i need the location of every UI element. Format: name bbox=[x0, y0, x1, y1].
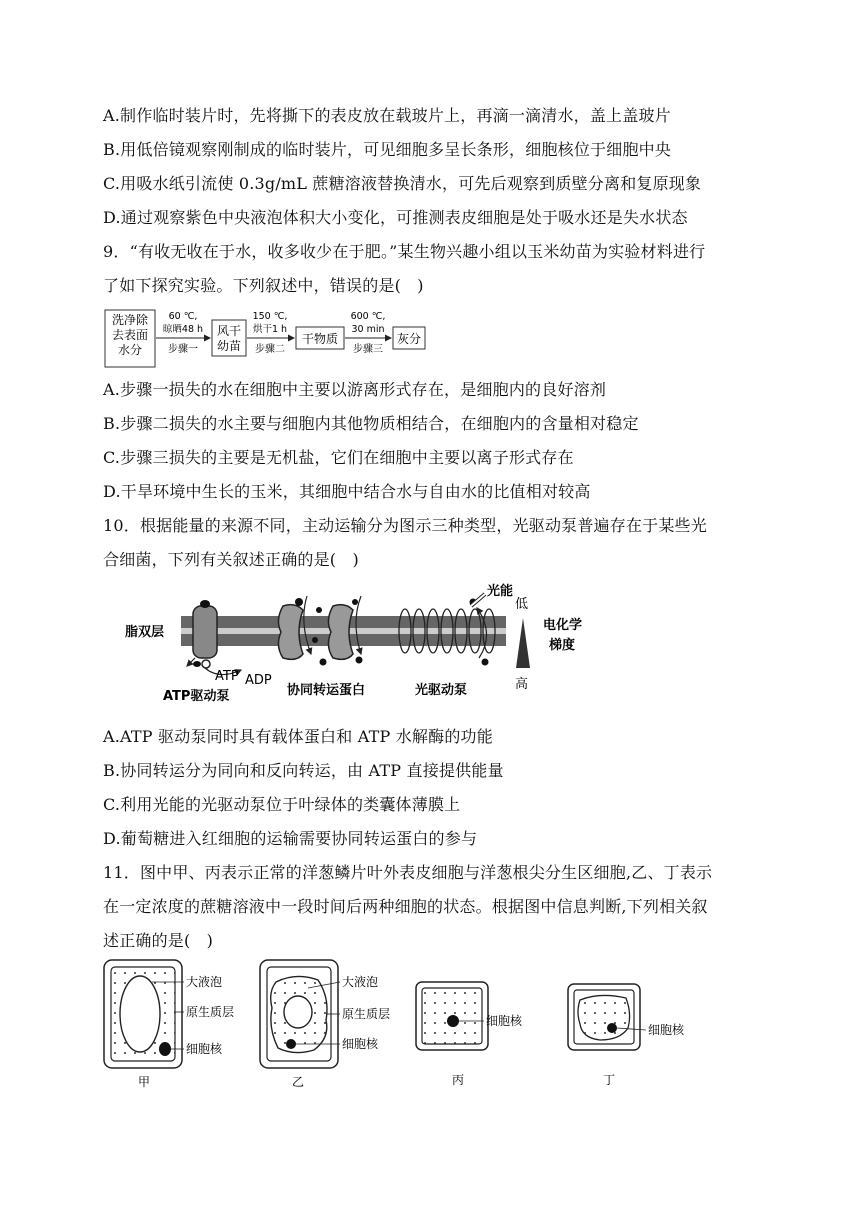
bing-nucleus-label: 细胞核 bbox=[486, 1014, 523, 1028]
atp-label: ATP bbox=[215, 669, 239, 684]
co-solute-3 bbox=[312, 637, 318, 643]
yi-vacuole bbox=[284, 996, 312, 1028]
q11-cell-figure bbox=[100, 958, 706, 1090]
flow-box3-label: 干物质 bbox=[301, 332, 339, 346]
jia-vacuole-label: 大液泡 bbox=[186, 975, 223, 989]
flow-step3-cond1: 600 ℃, bbox=[350, 311, 386, 322]
cell-bing bbox=[416, 982, 523, 1087]
bing-caption: 丙 bbox=[452, 1073, 465, 1087]
jia-nucleus bbox=[159, 1042, 171, 1056]
q9-option-a: A.步骤一损失的水在细胞中主要以游离形式存在，是细胞内的良好溶剂 bbox=[103, 380, 607, 399]
flow-box2-line1: 风干 bbox=[216, 324, 242, 338]
atp-pump-site bbox=[202, 660, 210, 668]
cell-ding bbox=[568, 984, 685, 1087]
light-energy-label: 光能 bbox=[487, 584, 514, 599]
flow-step2-cond2: 烘干1 h bbox=[252, 324, 288, 335]
flow-step2-cond1: 150 ℃, bbox=[252, 311, 288, 322]
light-pump-solute-bottom bbox=[482, 659, 489, 666]
yi-nucleus bbox=[286, 1039, 296, 1049]
flow-step3-cond2: 30 min bbox=[351, 324, 385, 335]
atp-pump-solute-bottom bbox=[193, 661, 201, 667]
q10-transport-figure bbox=[123, 582, 610, 707]
flow-box1-line2: 去表面 bbox=[111, 328, 149, 342]
flow-box2-line2: 幼苗 bbox=[216, 339, 242, 353]
yi-nucleus-label: 细胞核 bbox=[342, 1037, 379, 1051]
q8-option-d: D.通过观察紫色中央液泡体积大小变化，可推测表皮细胞是处于吸水还是失水状态 bbox=[103, 208, 688, 227]
q8-option-c: C.用吸水纸引流使 0.3g/mL 蔗糖溶液替换清水，可先后观察到质壁分离和复原现象 bbox=[103, 174, 702, 193]
q10-option-c: C.利用光能的光驱动泵位于叶绿体的类囊体薄膜上 bbox=[103, 795, 461, 814]
flow-box4-label: 灰分 bbox=[396, 332, 422, 346]
co-solute-6 bbox=[356, 657, 363, 664]
gradient-high-label: 高 bbox=[515, 677, 529, 692]
q11-stem-line3: 述正确的是( ) bbox=[103, 931, 214, 950]
atp-pump-label: ATP驱动泵 bbox=[163, 689, 230, 704]
jia-vacuole bbox=[120, 976, 160, 1052]
atp-pump-protein bbox=[193, 606, 217, 658]
q9-option-b: B.步骤二损失的水主要与细胞内其他物质相结合，在细胞内的含量相对稳定 bbox=[103, 414, 639, 433]
flow-step1-label: 步骤一 bbox=[168, 344, 198, 355]
ding-nucleus-label: 细胞核 bbox=[648, 1023, 685, 1037]
jia-nucleus-label: 细胞核 bbox=[186, 1042, 223, 1056]
flow-step3-label: 步骤三 bbox=[353, 344, 383, 355]
flow-step1-cond2: 晾晒48 h bbox=[162, 324, 204, 335]
co-solute-2 bbox=[316, 607, 322, 613]
yi-vacuole-label: 大液泡 bbox=[342, 975, 379, 989]
cotransporter-left bbox=[278, 605, 303, 660]
gradient-label-line1: 电化学 bbox=[543, 618, 583, 633]
cotransporter-right bbox=[328, 605, 353, 660]
co-solute-4 bbox=[352, 599, 358, 605]
gradient-label-line2: 梯度 bbox=[549, 638, 576, 653]
q10-transport-svg bbox=[123, 582, 610, 707]
q11-stem-line1: 11．图中甲、丙表示正常的洋葱鳞片叶外表皮细胞与洋葱根尖分生区细胞,乙、丁表示 bbox=[103, 863, 713, 882]
flow-step1-cond1: 60 ℃, bbox=[168, 311, 198, 322]
q8-option-a: A.制作临时装片时，先将撕下的表皮放在载玻片上，再滴一滴清水，盖上盖玻片 bbox=[103, 106, 671, 125]
q9-flowchart bbox=[103, 307, 433, 369]
q10-option-b: B.协同转运分为同向和反向转运，由 ATP 直接提供能量 bbox=[103, 761, 504, 780]
q9-stem-line2: 了如下探究实验。下列叙述中，错误的是( ) bbox=[103, 276, 424, 295]
q9-option-d: D.干旱环境中生长的玉米，其细胞中结合水与自由水的比值相对较高 bbox=[103, 482, 591, 501]
q8-option-b: B.用低倍镜观察刚制成的临时装片，可见细胞多呈长条形，细胞核位于细胞中央 bbox=[103, 140, 672, 159]
cell-yi bbox=[260, 960, 390, 1089]
q10-stem-line1: 10．根据能量的来源不同，主动运输分为图示三种类型，光驱动泵普遍存在于某些光 bbox=[103, 516, 707, 535]
atp-pump-solute-top bbox=[200, 600, 210, 608]
q9-flowchart-svg bbox=[103, 307, 433, 369]
bilayer-label: 脂双层 bbox=[125, 625, 165, 640]
adp-label: ADP bbox=[245, 673, 272, 688]
ding-protoplast bbox=[578, 995, 630, 1040]
jia-protoplast-label: 原生质层 bbox=[186, 1005, 235, 1019]
jia-caption: 甲 bbox=[138, 1075, 151, 1089]
light-pump-label: 光驱动泵 bbox=[415, 683, 468, 698]
yi-protoplast-label: 原生质层 bbox=[342, 1007, 391, 1021]
co-solute-5 bbox=[320, 659, 327, 666]
q10-option-d: D.葡萄糖进入红细胞的运输需要协同转运蛋白的参与 bbox=[103, 829, 478, 848]
q11-stem-line2: 在一定浓度的蔗糖溶液中一段时间后两种细胞的状态。根据图中信息判断,下列相关叙 bbox=[103, 897, 708, 916]
q9-stem-line1: 9．“有收无收在于水，收多收少在于肥。”某生物兴趣小组以玉米幼苗为实验材料进行 bbox=[103, 242, 706, 261]
q9-option-c: C.步骤三损失的主要是无机盐，它们在细胞中主要以离子形式存在 bbox=[103, 448, 574, 467]
yi-caption: 乙 bbox=[292, 1075, 305, 1089]
bing-nucleus bbox=[447, 1015, 459, 1027]
ding-nucleus bbox=[607, 1023, 617, 1033]
q11-cell-svg bbox=[100, 958, 706, 1090]
gradient-triangle bbox=[516, 618, 530, 668]
flow-box1-line3: 水分 bbox=[117, 343, 143, 357]
cotransporter-label: 协同转运蛋白 bbox=[287, 683, 366, 698]
flow-box1-line1: 洗净除 bbox=[111, 313, 149, 327]
cell-jia bbox=[104, 960, 234, 1089]
co-solute-1 bbox=[295, 598, 303, 606]
q10-option-a: A.ATP 驱动泵同时具有载体蛋白和 ATP 水解酶的功能 bbox=[103, 727, 493, 746]
q10-stem-line2: 合细菌，下列有关叙述正确的是( ) bbox=[103, 550, 359, 569]
flow-step2-label: 步骤二 bbox=[255, 344, 285, 355]
gradient-low-label: 低 bbox=[515, 597, 529, 612]
ding-caption: 丁 bbox=[603, 1073, 616, 1087]
